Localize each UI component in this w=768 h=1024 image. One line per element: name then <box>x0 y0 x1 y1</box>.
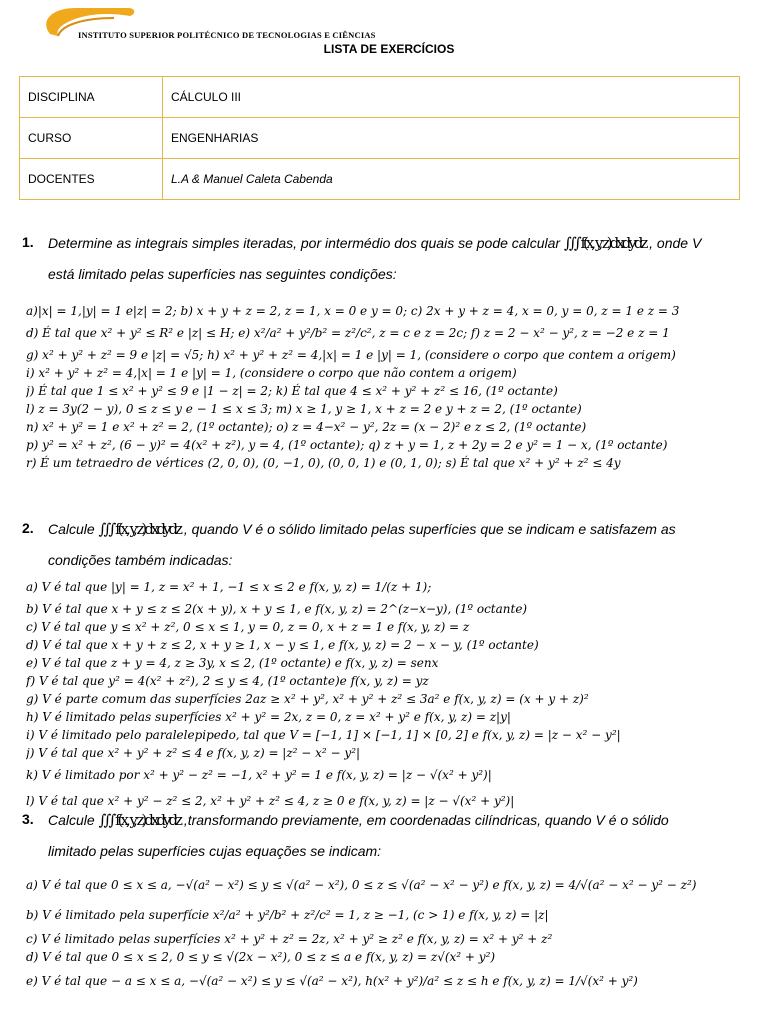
question-1-items <box>26 302 756 472</box>
list-item: e) V é tal que − a ≤ x ≤ a, −√(a² − x²) ≤ y ≤ √(a² − x²), h(x² + y²)/a² ≤ z ≤ h e f(x, y, z) = 1/√(x² + y²) <box>26 974 638 988</box>
table-value: ENGENHARIAS <box>163 118 740 159</box>
table-value: L.A & Manuel Caleta Cabenda <box>163 159 740 200</box>
document-title: LISTA DE EXERCÍCIOS <box>323 42 455 56</box>
table-row <box>20 159 740 200</box>
list-item: d) V é tal que 0 ≤ x ≤ 2, 0 ≤ y ≤ √(2x − x²), 0 ≤ z ≤ a e f(x, y, z) = z√(x² + y²) <box>26 950 496 964</box>
institution-name: INSTITUTO SUPERIOR POLITÉCNICO DE TECNOLOGIAS E CIÊNCIAS <box>78 30 376 40</box>
list-item: g) V é parte comum das superfícies 2az ≥ x² + y², x² + y² + z² ≤ 3a² e f(x, y, z) = (x + y + z)² <box>26 692 589 706</box>
question-intro: Calcule <box>48 521 95 537</box>
list-item: l) z = 3y(2 − y), 0 ≤ z ≤ y e − 1 ≤ x ≤ 3; m) x ≥ 1, y ≥ 1, x + z = 2 e y + z = 2, (1º octante) <box>26 402 582 416</box>
question-2-items <box>26 574 756 814</box>
question-intro-end: , onde V <box>649 235 702 251</box>
list-item: j) É tal que 1 ≤ x² + y² ≤ 9 e |1 − z| = 2; k) É tal que 4 ≤ x² + y² + z² ≤ 16, (1º octante) <box>26 384 558 398</box>
list-item: i) V é limitado pelo paralelepipedo, tal que V = [−1, 1] × [−1, 1] × [0, 2] e f(x, y, z) = |z − x² − y²| <box>26 728 621 742</box>
list-item: a)|x| = 1,|y| = 1 e|z| = 2; b) x + y + z = 2, z = 1, x = 0 e y = 0; c) 2x + y + z = 4, x = 0, y = 0, z = 1 e z = 3 <box>26 304 680 318</box>
table-value: CÁLCULO III <box>163 77 740 118</box>
list-item: r) É um tetraedro de vértices (2, 0, 0), (0, −1, 0), (0, 0, 1) e (0, 1, 0); s) É tal que x² + y² + z² ≤ 4y <box>26 456 621 470</box>
course-info-table <box>19 76 740 200</box>
list-item: c) V é tal que y ≤ x² + z², 0 ≤ x ≤ 1, y = 0, z = 0, x + z = 1 e f(x, y, z) = z <box>26 620 470 634</box>
triple-integral: ∭ f(x, y, z)dxdydz <box>98 811 180 829</box>
table-key: DISCIPLINA <box>20 77 163 118</box>
question-number: 1. <box>22 234 34 250</box>
list-item: j) V é tal que x² + y² + z² ≤ 4 e f(x, y, z) = |z² − x² − y²| <box>26 746 361 760</box>
table-row <box>20 77 740 118</box>
list-item: b) V é limitado pela superfície x²/a² + y²/b² + z²/c² = 1, z ≥ −1, (c > 1) e f(x, y, z) = |z| <box>26 908 549 922</box>
question-intro-end: , quando V é o sólido limitado pelas superfícies que se indicam e satisfazem as <box>183 521 676 537</box>
list-item: d) É tal que x² + y² ≤ R² e |z| ≤ H; e) x²/a² + y²/b² = z²/c², z = c e z = 2c; f) z = 2 − x² − y², z = −2 e z = 1 <box>26 326 670 340</box>
list-item: b) V é tal que x + y ≤ z ≤ 2(x + y), x + y ≤ 1, e f(x, y, z) = 2^(z−x−y), (1º octante) <box>26 602 528 616</box>
list-item: e) V é tal que z + y = 4, z ≥ 3y, x ≤ 2, (1º octante) e f(x, y, z) = senx <box>26 656 439 670</box>
question-number: 3. <box>22 811 34 827</box>
list-item: k) V é limitado por x² + y² − z² = −1, x² + y² = 1 e f(x, y, z) = |z − √(x² + y²)| <box>26 768 492 782</box>
list-item: i) x² + y² + z² = 4,|x| = 1 e |y| = 1, (considere o corpo que não contem a origem) <box>26 366 517 380</box>
question-2 <box>22 520 760 568</box>
list-item: g) x² + y² + z² = 9 e |z| = √5; h) x² + y² + z² = 4,|x| = 1 e |y| = 1, (considere o corpo que contem a origem) <box>26 348 676 362</box>
table-row <box>20 118 740 159</box>
list-item: p) y² = x² + z², (6 − y)² = 4(x² + z²), y = 4, (1º octante); q) z + y = 1, z + 2y = 2 e y² = 1 − x, (1º octante) <box>26 438 668 452</box>
list-item: a) V é tal que |y| = 1, z = x² + 1, −1 ≤ x ≤ 2 e f(x, y, z) = 1/(z + 1); <box>26 580 432 594</box>
question-3-items <box>26 870 756 996</box>
question-intro-end: ,transformando previamente, em coordenadas cilíndricas, quando V é o sólido <box>183 812 669 828</box>
triple-integral: ∭ f(x, y, z)dxdydz <box>98 520 180 538</box>
question-intro: Determine as integrais simples iteradas, por intermédio dos quais se pode calcular <box>48 235 561 251</box>
list-item: f) V é tal que y² = 4(x² + z²), 2 ≤ y ≤ 4, (1º octante)e f(x, y, z) = yz <box>26 674 429 688</box>
triple-integral: ∭ f(x, y, z)dxdydz <box>563 234 646 252</box>
question-intro: Calcule <box>48 812 95 828</box>
question-number: 2. <box>22 520 34 536</box>
question-line2: limitado pelas superfícies cujas equações se indicam: <box>48 843 382 859</box>
institution-logo <box>36 4 376 44</box>
list-item: h) V é limitado pelas superfícies x² + y² = 2x, z = 0, z = x² + y² e f(x, y, z) = z|y| <box>26 710 511 724</box>
question-3 <box>22 811 760 859</box>
table-key: CURSO <box>20 118 163 159</box>
question-1 <box>22 234 760 282</box>
list-item: l) V é tal que x² + y² − z² ≤ 2, x² + y² + z² ≤ 4, z ≥ 0 e f(x, y, z) = |z − √(x² + y²)| <box>26 794 515 808</box>
question-line2: condições também indicadas: <box>48 552 233 568</box>
list-item: a) V é tal que 0 ≤ x ≤ a, −√(a² − x²) ≤ y ≤ √(a² − x²), 0 ≤ z ≤ √(a² − x² − y²) e f(x, y, z) = 4/√(a² − x² − y² − z²) <box>26 878 697 892</box>
list-item: d) V é tal que x + y + z ≤ 2, x + y ≥ 1, x − y ≤ 1, e f(x, y, z) = 2 − x − y, (1º octante) <box>26 638 539 652</box>
table-key: DOCENTES <box>20 159 163 200</box>
list-item: n) x² + y² = 1 e x² + z² = 2, (1º octante); o) z = 4−x² − y², 2z = (x − 2)² e z ≤ 2, (1º octante) <box>26 420 587 434</box>
list-item: c) V é limitado pelas superfícies x² + y² + z² = 2z, x² + y² ≥ z² e f(x, y, z) = x² + y² + z² <box>26 932 553 946</box>
question-line2: está limitado pelas superfícies nas seguintes condições: <box>48 266 397 282</box>
